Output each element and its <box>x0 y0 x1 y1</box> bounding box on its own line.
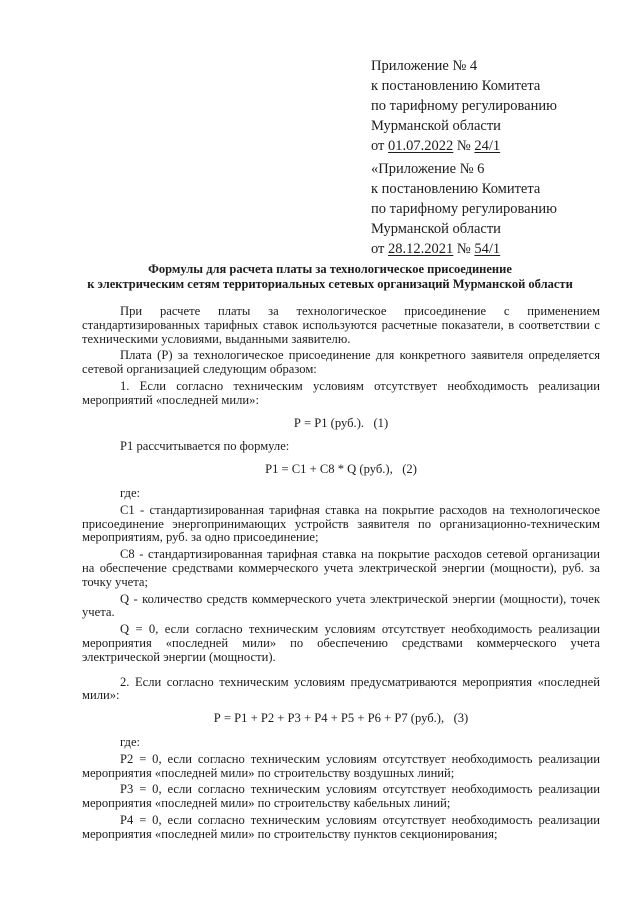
where-label: где: <box>120 734 141 749</box>
where-label: где: <box>120 485 141 500</box>
definition-p2: Р2 = 0, если согласно техническим условиям отсутствует необходимость реализации мероприятия «последней мили» по строительству воздушных линий; <box>82 751 600 780</box>
paragraph: 2. Если согласно техническим условиям предусматриваются мероприятия «последней мили»: <box>82 674 600 703</box>
appendix-header <box>371 56 621 156</box>
document-body <box>82 305 600 845</box>
paragraph: При расчете платы за технологическое присоединение с применением стандартизированных тарифных ставок используются расчетные показатели, в соответствии с техническими условиями, выданными заявителю. <box>82 304 600 346</box>
appendix-line: Приложение № 4 <box>371 58 478 74</box>
paragraph: 1. Если согласно техническим условиям отсутствует необходимость реализации мероприятий «последней мили»: <box>82 378 600 407</box>
appendix-line: по тарифному регулированию <box>371 98 557 114</box>
definition-c1: С1 - стандартизированная тарифная ставка на покрытие расходов на технологическое присоединение энергопринимающих устройств заявителя по организационно-техническим мероприятиям, руб. за одно присоединение; <box>82 502 600 545</box>
appendix-line: по тарифному регулированию <box>371 201 557 217</box>
definition-p3: Р3 = 0, если согласно техническим условиям отсутствует необходимость реализации мероприятия «последней мили» по строительству кабельных линий; <box>82 782 600 811</box>
title-line: к электрическим сетям территориальных сетевых организаций Мурманской области <box>87 277 573 291</box>
appendix-number: 54/1 <box>474 241 501 257</box>
definition-p4: Р4 = 0, если согласно техническим условиям отсутствует необходимость реализации мероприятия «последней мили» по строительству пунктов секционирования; <box>82 812 600 841</box>
original-appendix-header <box>371 159 621 259</box>
paragraph: Р1 рассчитывается по формуле: <box>120 439 290 454</box>
appendix-line: к постановлению Комитета <box>371 181 541 197</box>
appendix-date: 01.07.2022 <box>388 138 454 154</box>
definition-q: Q - количество средств коммерческого учета электрической энергии (мощности), точек учета. <box>82 591 600 620</box>
title-line: Формулы для расчета платы за технологическое присоединение <box>148 262 512 276</box>
definition-q-zero: Q = 0, если согласно техническим условиям отсутствует необходимость реализации мероприятия «последней мили» по обеспечению средствами коммерческого учета электрической энергии (мощности). <box>82 622 600 664</box>
appendix-number: 24/1 <box>474 138 501 154</box>
appendix-line: Мурманской области <box>371 118 501 134</box>
appendix-line: Мурманской области <box>371 221 501 237</box>
appendix-line: «Приложение № 6 <box>371 161 485 177</box>
formula-2: Р1 = С1 + С8 * Q (руб.), (2) <box>265 462 417 477</box>
appendix-date-line: от 28.12.2021 № 54/1 <box>371 241 501 257</box>
formula-1: Р = Р1 (руб.). (1) <box>293 415 389 430</box>
definition-c8: С8 - стандартизированная тарифная ставка на покрытие расходов сетевой организации на обеспечение средствами коммерческого учета электрической энергии (мощности), руб. за точку учета; <box>82 547 600 589</box>
appendix-line: к постановлению Комитета <box>371 78 541 94</box>
appendix-date-line: от 01.07.2022 № 24/1 <box>371 138 501 154</box>
paragraph: Плата (Р) за технологическое присоединение для конкретного заявителя определяется сетевой организацией следующим образом: <box>82 348 600 377</box>
formula-3: Р = Р1 + Р2 + Р3 + Р4 + Р5 + Р6 + Р7 (руб.), (3) <box>213 711 469 726</box>
appendix-date: 28.12.2021 <box>388 241 454 257</box>
document-title <box>60 262 600 292</box>
